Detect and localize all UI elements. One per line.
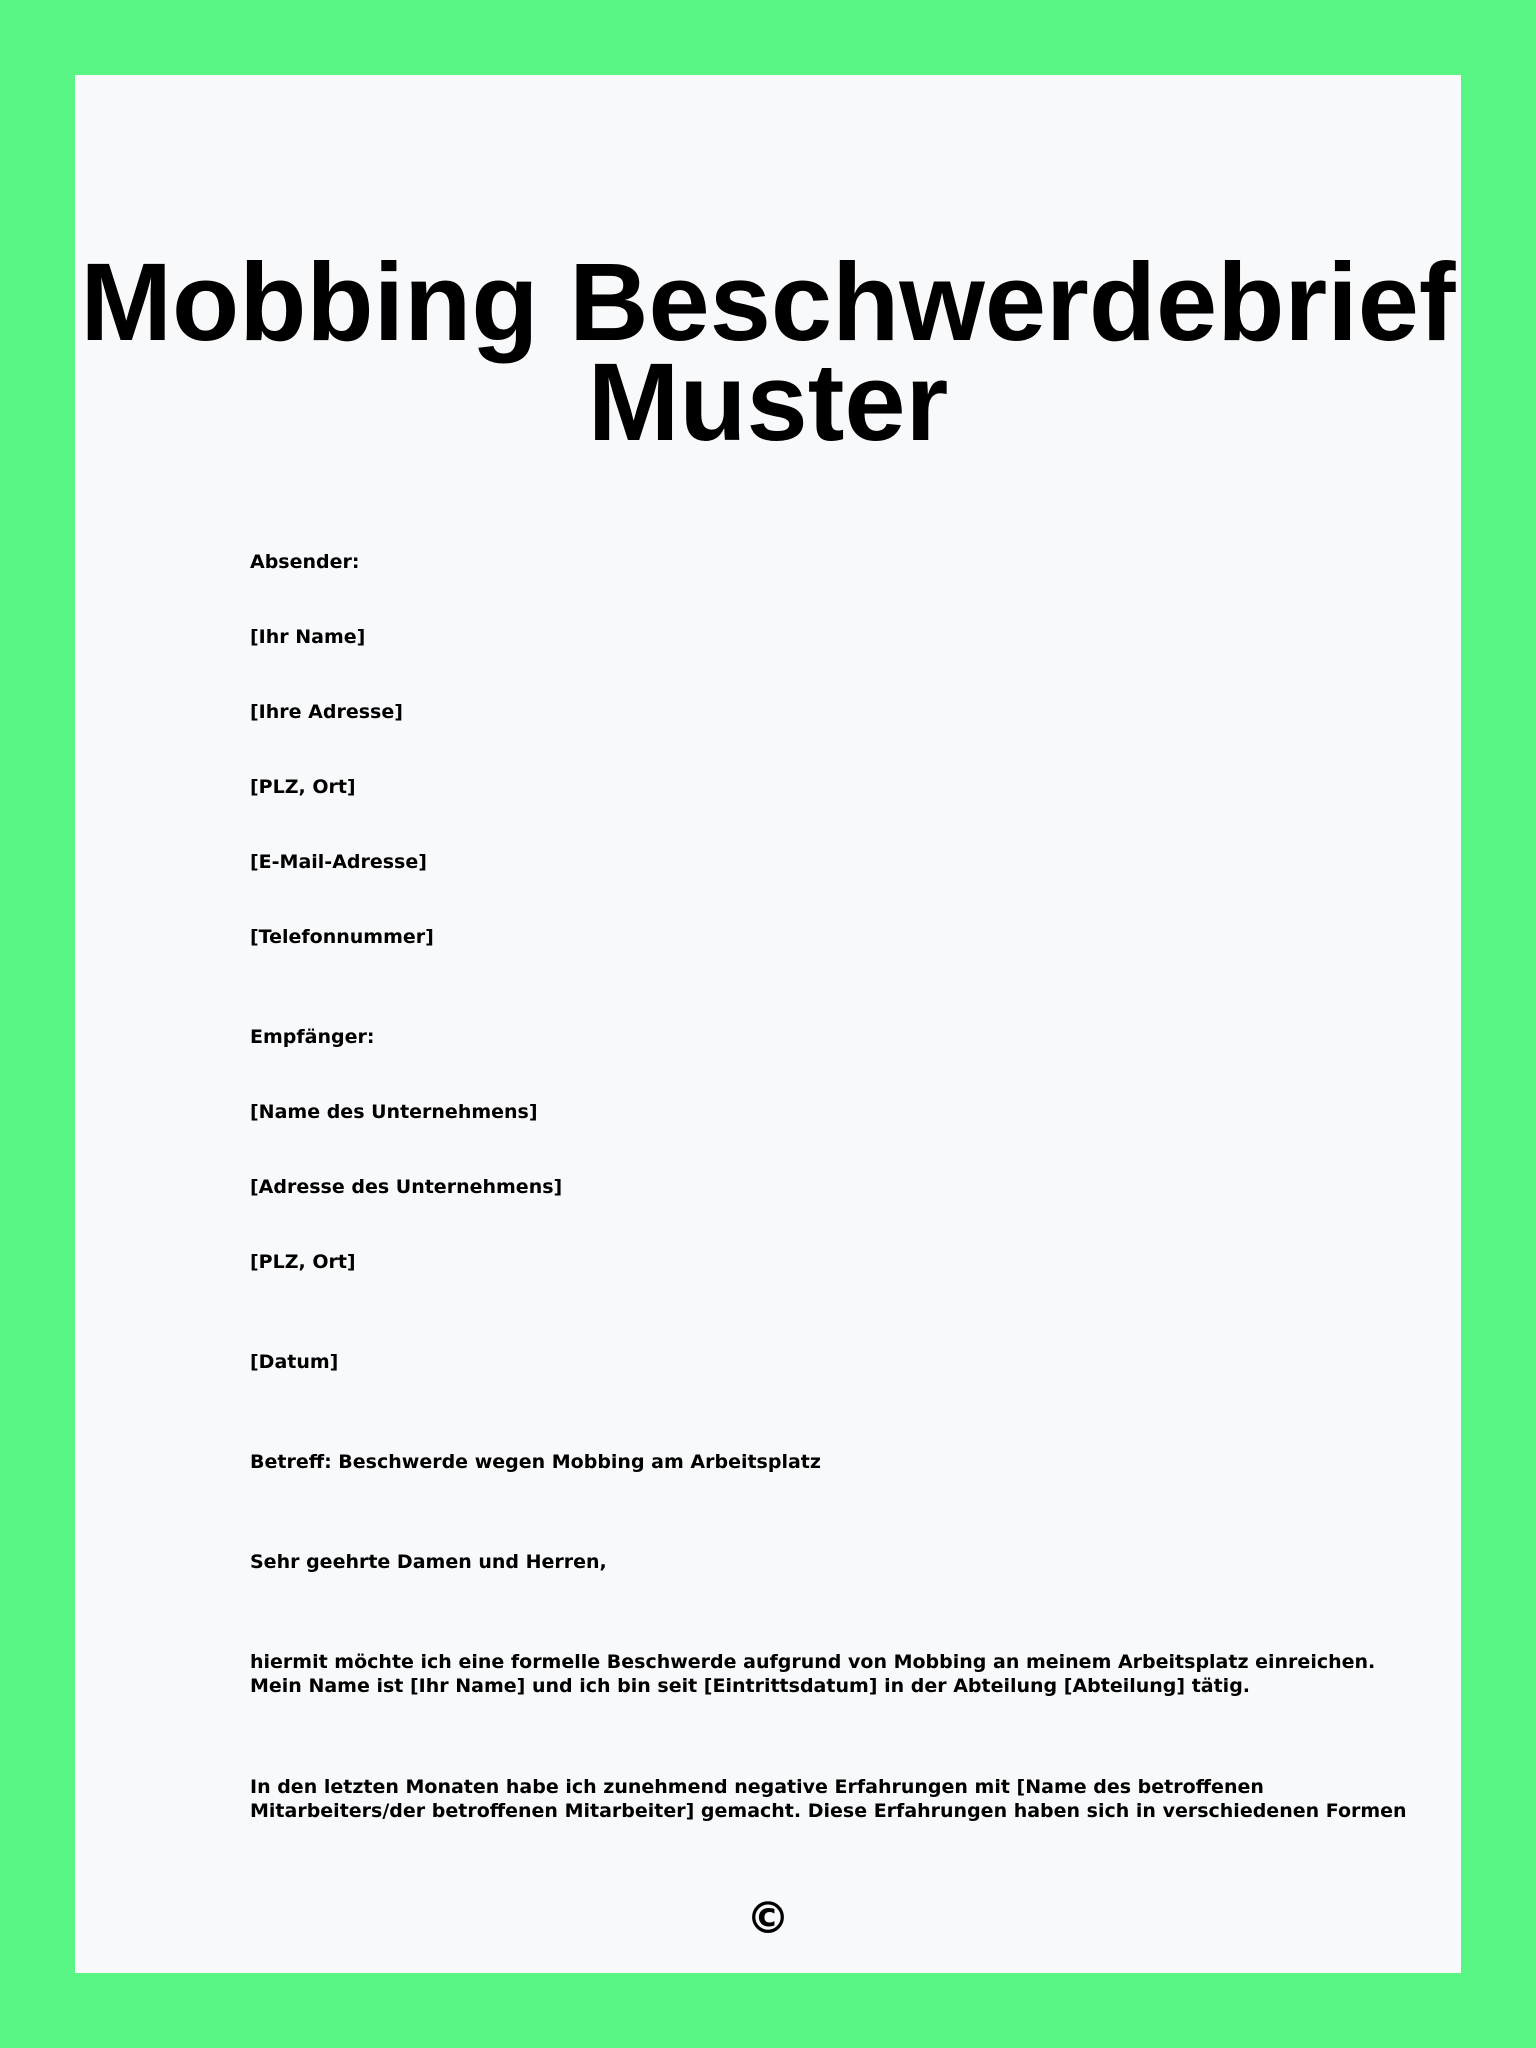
recipient-address: [Adresse des Unternehmens] bbox=[250, 1176, 563, 1198]
sender-phone: [Telefonnummer] bbox=[250, 926, 434, 948]
recipient-company: [Name des Unternehmens] bbox=[250, 1101, 538, 1123]
body-paragraph-2 bbox=[250, 1775, 1407, 1823]
sender-name: [Ihr Name] bbox=[250, 626, 366, 648]
page-title bbox=[75, 241, 1461, 464]
body-paragraph-1-line-2: Mein Name ist [Ihr Name] und ich bin seit [Eintrittsdatum] in der Abteilung [Abteilung] tätig. bbox=[250, 1675, 1251, 1697]
letter-salutation: Sehr geehrte Damen und Herren, bbox=[250, 1551, 607, 1573]
sender-label: Absender: bbox=[250, 551, 360, 573]
recipient-city: [PLZ, Ort] bbox=[250, 1251, 356, 1273]
body-paragraph-2-line-1: In den letzten Monaten habe ich zunehmend negative Erfahrungen mit [Name des betroffenen bbox=[250, 1776, 1264, 1798]
document-page bbox=[75, 75, 1461, 1973]
title-line-2: Muster bbox=[587, 341, 949, 464]
recipient-label: Empfänger: bbox=[250, 1026, 375, 1048]
title-line-1: Mobbing Beschwerdebrief bbox=[80, 241, 1456, 364]
sender-email: [E-Mail-Adresse] bbox=[250, 851, 427, 873]
copyright-icon: © bbox=[746, 1893, 790, 1944]
sender-city: [PLZ, Ort] bbox=[250, 776, 356, 798]
letter-date: [Datum] bbox=[250, 1351, 339, 1373]
letter-subject: Betreff: Beschwerde wegen Mobbing am Arbeitsplatz bbox=[250, 1451, 821, 1473]
body-paragraph-1-line-1: hiermit möchte ich eine formelle Beschwerde aufgrund von Mobbing an meinem Arbeitsplatz einreichen. bbox=[250, 1651, 1376, 1673]
body-paragraph-1 bbox=[250, 1650, 1376, 1698]
body-paragraph-2-line-2: Mitarbeiters/der betroffenen Mitarbeiter] gemacht. Diese Erfahrungen haben sich in verschiedenen Formen bbox=[250, 1800, 1407, 1822]
sender-address: [Ihre Adresse] bbox=[250, 701, 403, 723]
